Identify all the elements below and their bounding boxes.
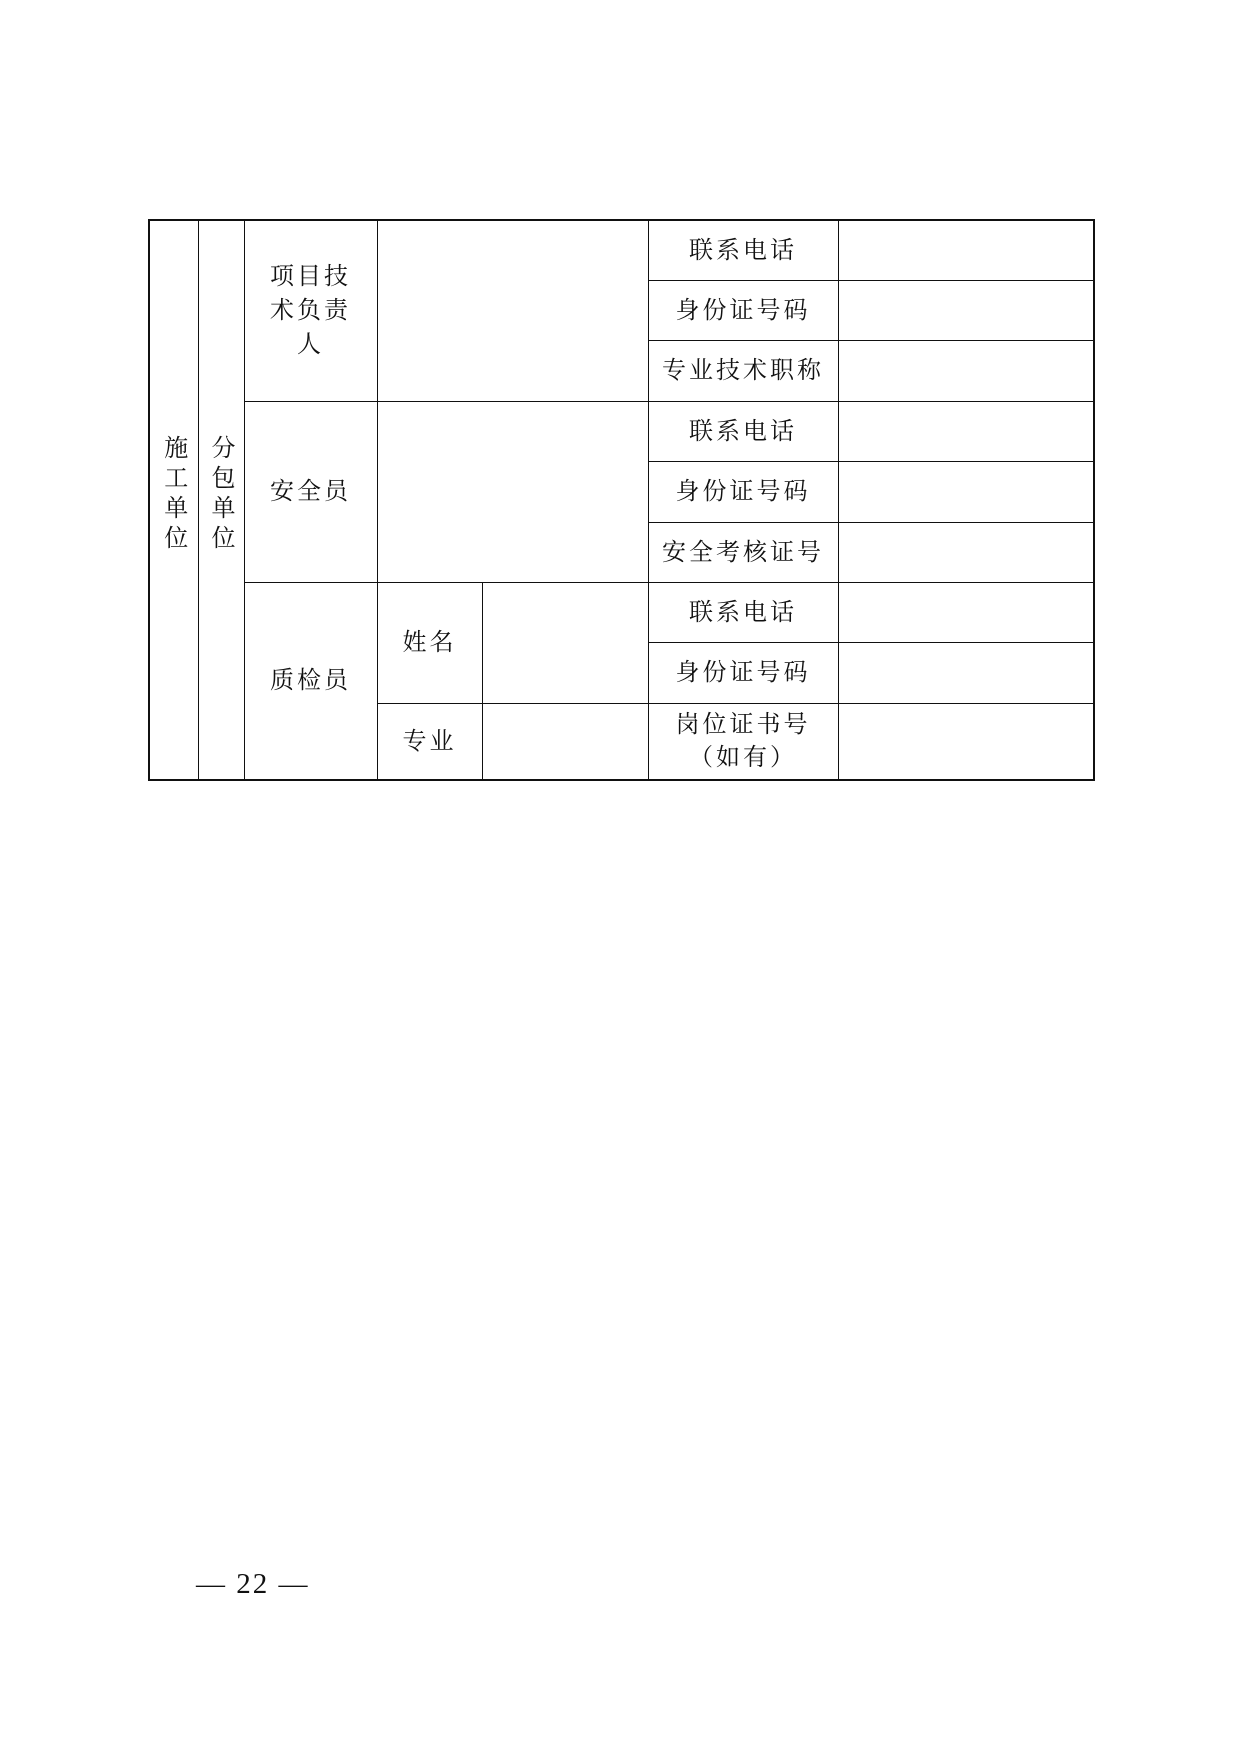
tech-lead-phone-field[interactable] [838, 220, 1094, 280]
tech-lead-id-label: 身份证号码 [648, 280, 838, 340]
quality-inspector-cert-field[interactable] [838, 703, 1094, 780]
subcontract-unit-label: 分包单位 [198, 220, 244, 780]
safety-officer-phone-label: 联系电话 [648, 401, 838, 461]
tech-lead-id-field[interactable] [838, 280, 1094, 340]
post-cert-label: 岗位证书号（如有） [648, 703, 838, 780]
quality-inspector-name-field[interactable] [482, 583, 648, 704]
quality-inspector-phone-field[interactable] [838, 583, 1094, 643]
major-label: 专业 [377, 703, 482, 780]
personnel-info-table [148, 219, 1095, 781]
safety-officer-phone-field[interactable] [838, 401, 1094, 461]
safety-officer-id-label: 身份证号码 [648, 462, 838, 522]
quality-inspector-phone-label: 联系电话 [648, 583, 838, 643]
safety-officer-id-field[interactable] [838, 462, 1094, 522]
quality-inspector-major-field[interactable] [482, 703, 648, 780]
quality-inspector-id-field[interactable] [838, 643, 1094, 703]
tech-lead-title-label: 专业技术职称 [648, 341, 838, 401]
tech-lead-phone-label: 联系电话 [648, 220, 838, 280]
construction-unit-label: 施工单位 [149, 220, 198, 780]
name-label: 姓名 [377, 583, 482, 704]
tech-lead-name-field[interactable] [377, 220, 648, 401]
quality-inspector-label: 质检员 [244, 583, 377, 780]
page-number: — 22 — [196, 1568, 310, 1600]
safety-officer-name-field[interactable] [377, 401, 648, 582]
safety-officer-label: 安全员 [244, 401, 377, 582]
safety-officer-cert-field[interactable] [838, 522, 1094, 582]
tech-lead-title-field[interactable] [838, 341, 1094, 401]
safety-officer-cert-label: 安全考核证号 [648, 522, 838, 582]
quality-inspector-id-label: 身份证号码 [648, 643, 838, 703]
tech-lead-label: 项目技术负责人 [244, 220, 377, 401]
